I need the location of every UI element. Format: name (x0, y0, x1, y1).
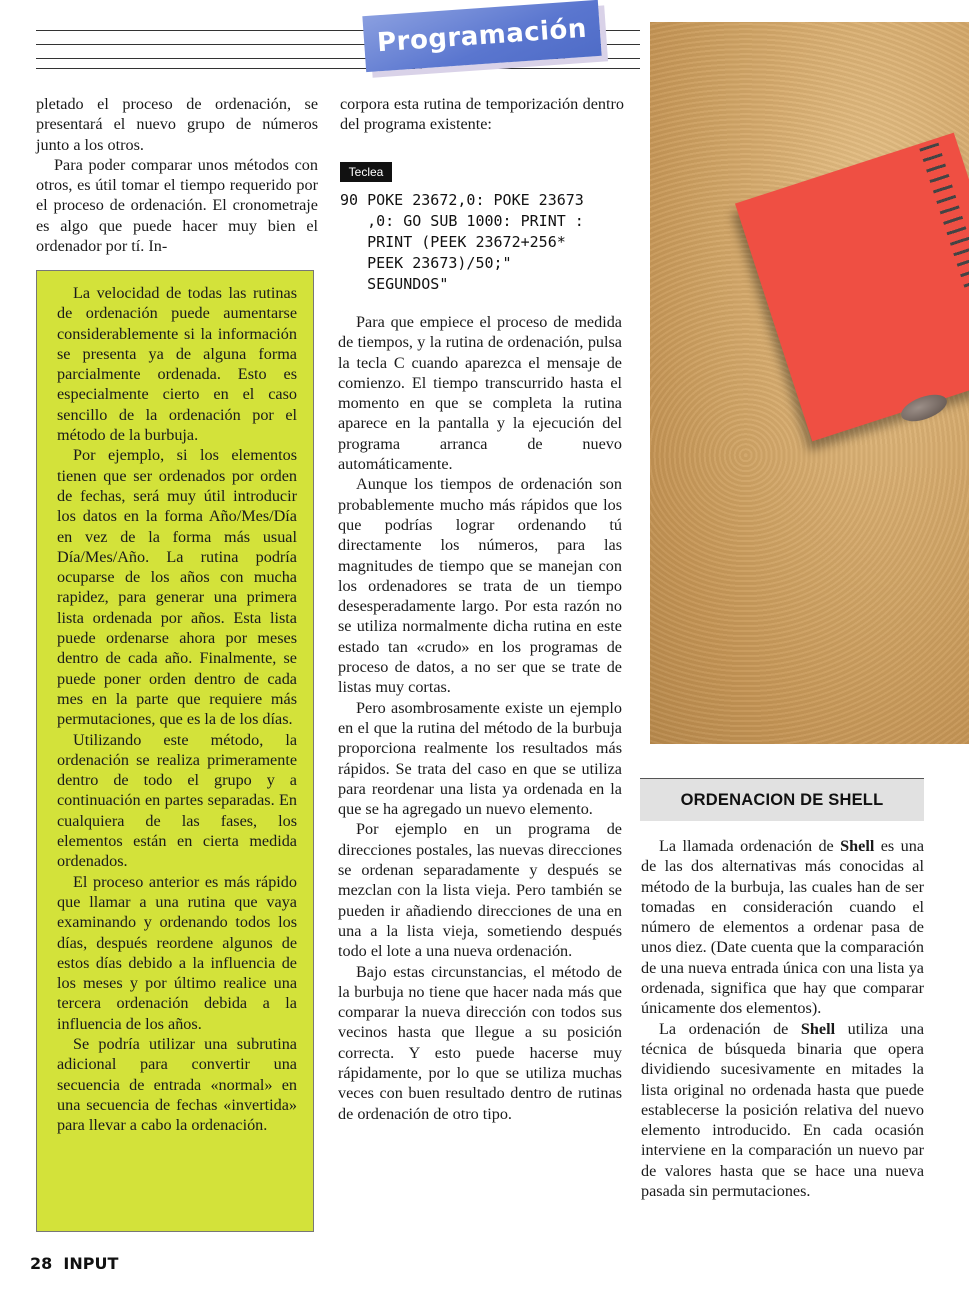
middle-intro-text: corpora esta rutina de temporización dentro del programa existente: (340, 95, 624, 134)
sidebar-paragraph-4: El proceso anterior es más rápido que llamar a una rutina que vaya examinando y ordenando todos los días, después reordene algunos de estos días debido a la influencia de los meses y por último realice una tercera ordenación debida a la influencia de los años. (57, 872, 297, 1033)
shell-paragraph-1: La llamada ordenación de Shell es una de las dos alternativas más conocidas al método de la burbuja, las cuales han de ser tomadas en consideración cuando el número de elementos a ordenar pasa de unos diez. (Date cuenta que la comparación de una nueva entrada única con una lista ya ordenada, significa que hay que comparar únicamente dos elementos). (641, 837, 925, 1018)
code-label: Teclea (340, 162, 392, 182)
middle-paragraph-2: Aunque los tiempos de ordenación son probablemente mucho más rápidos que los que podrías lograr ordenando tú directamente los números, para las magnitudes de tiempo que se manejan con los ordenadores se trata de un tiempo desesperadamente largo. Por esta razón no se utiliza normalmente dicha rutina en este estado tan «crudo» en los programas de proceso de datos, a no ser que se trate de listas muy cortas. (338, 475, 622, 697)
sidebar-paragraph-2: Por ejemplo, si los elementos tienen que ser ordenados por orden de fechas, será muy útil introducir los datos en la forma Año/Mes/Día en vez de la forma más usual Día/Mes/Año. La rutina podría ocuparse de los años con mucha rapidez, para generar una primera lista ordenada por años. Esta lista puede ordenarse ahora por meses dentro de cada año. Finalmente, se puede poner orden dentro de cada mes en la parte que requiere más permutaciones, que es la de los días. (57, 446, 297, 729)
sidebar-box (36, 270, 314, 1232)
middle-paragraph-4: Por ejemplo en un programa de direcciones postales, las nuevas direcciones se ordenan separadamente y después se mezclan con la lista vieja. Pero también se pueden ir añadiendo direcciones de una en una a la lista vieja, sometiendo después todo el lote a una nueva ordenación. (338, 820, 622, 961)
shell-section-title: ORDENACION DE SHELL (680, 791, 884, 809)
section-title: Programación (376, 13, 588, 59)
magazine-name: INPUT (63, 1254, 119, 1273)
middle-paragraph-1: Para que empiece el proceso de medida de tiempos, y la rutina de ordenación, pulsa la tecla C cuando aparezca el mensaje de comienzo. El tiempo transcurrido hasta el momento en que se completa la rutina aparece en la pantalla y la ejecución del programa arranca de nuevo automáticamente. (338, 313, 622, 474)
left-column (36, 94, 318, 256)
sidebar-paragraph-3: Utilizando este método, la ordenación se realiza primeramente dentro de todo el grupo y a continuación en partes separadas. En cualquiera de las fases, los elementos están en cierta medida ordenados. (57, 730, 297, 871)
shell-section-header (640, 778, 924, 821)
middle-intro (340, 94, 624, 135)
left-paragraph-1: pletado el proceso de ordenación, se presentará el nuevo grupo de números junto a los otros. (36, 95, 318, 154)
page-footer (30, 1254, 118, 1273)
code-listing: 90 POKE 23672,0: POKE 23673 ,0: GO SUB 1000: PRINT : PRINT (PEEK 23672+256* PEEK 23673)/50;" SEGUNDOS" (340, 191, 584, 293)
sand-photo (650, 22, 969, 744)
shell-paragraph-2: La ordenación de Shell utiliza una técnica de búsqueda binaria que opera dividiendo sucesivamente en mitades la lista original no ordenada hasta que puede establecerse la posición relativa del nuevo elemento introducido. En cada ocasión interviene en la comparación un nuevo par de valores hasta que se hace una nueva pasada sin permutaciones. (641, 1019, 925, 1201)
left-paragraph-2: Para poder comparar unos métodos con otros, es útil tomar el tiempo requerido por el proceso de ordenación. El cronometraje es algo que puede hacer muy bien el ordenador por tí. In- (36, 155, 318, 256)
middle-paragraph-5: Bajo estas circunstancias, el método de la burbuja no tiene que hacer nada más que comparar la nueva dirección con todos sus vecinos hasta que llegue a su posición correcta. Y esto puede hacerse muy rápidamente, por lo que se utiliza muchas veces con buen resultado dentro de rutinas de ordenación de otro tipo. (338, 962, 622, 1123)
header-rule-4 (36, 68, 640, 69)
page-number: 28 (30, 1254, 53, 1273)
middle-paragraph-3: Pero asombrosamente existe un ejemplo en el que la rutina del método de la burbuja proporciona realmente los resultados más rápidos. Se trata del caso en que se utiliza para reordenar una lista ya ordenada en la que se ha agregado un nuevo elemento. (338, 698, 622, 819)
sidebar-paragraph-1: La velocidad de todas las rutinas de ordenación puede aumentarse considerablemente si la información se presenta ya de alguna forma parcialmente ordenada. Esto es especialmente cierto en el caso sencillo de la ordenación por el método de la burbuja. (57, 284, 297, 445)
sidebar-paragraph-5: Se podría utilizar una subrutina adicional para convertir una secuencia de entrada «normal» en una secuencia de fechas «invertida» para llevar a cabo la ordenación. (57, 1034, 297, 1135)
right-column (641, 836, 924, 1201)
section-banner (362, 0, 601, 72)
middle-column (338, 312, 622, 1124)
